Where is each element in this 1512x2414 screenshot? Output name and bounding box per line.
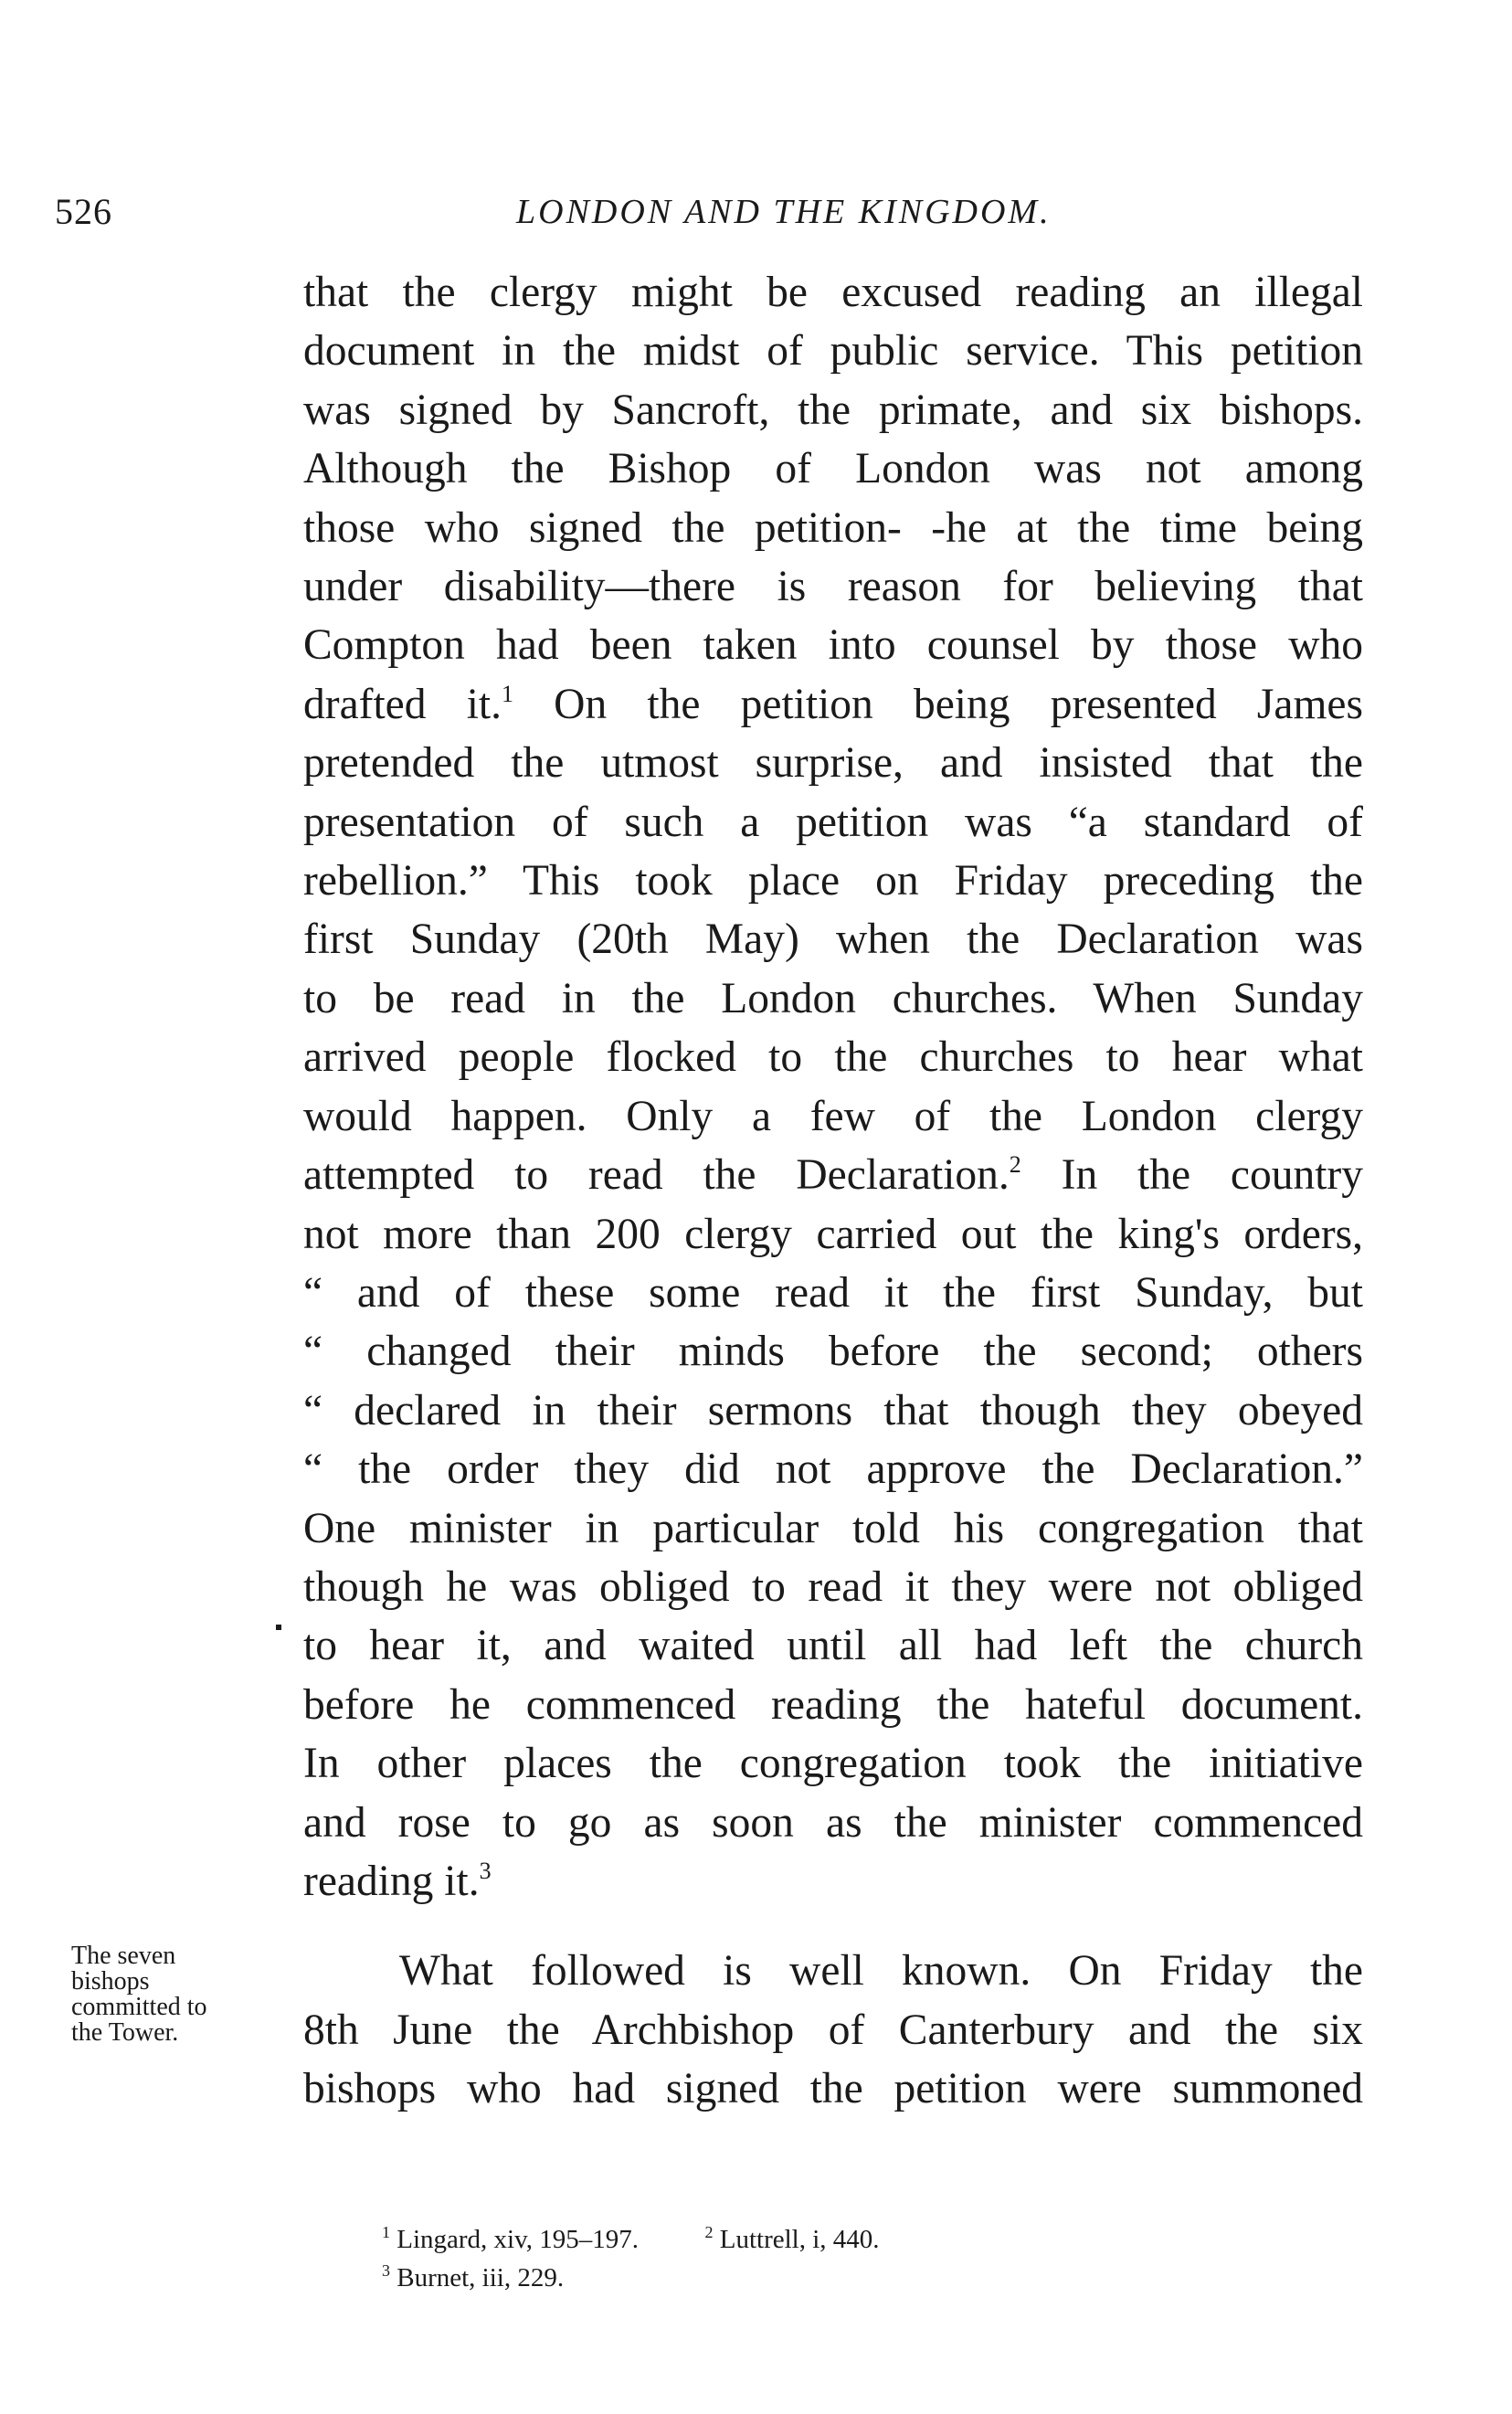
text-line: Although the Bishop of London was not among	[303, 445, 1363, 493]
text-line: rebellion.” This took place on Friday preceding the	[303, 857, 1363, 905]
text-line: “ and of these some read it the first Sunday, but	[303, 1268, 1363, 1317]
text-line: One minister in particular told his congregation that	[303, 1504, 1363, 1552]
footnotes	[382, 2220, 880, 2297]
text-line	[303, 1146, 1363, 1204]
text-line: presentation of such a petition was “a standard of	[303, 798, 1363, 846]
text-line: those who signed the petition- -he at the time being	[303, 503, 1363, 552]
footnote-text: Burnet, iii, 229.	[397, 2263, 565, 2292]
side-note-line: the Tower.	[71, 2018, 179, 2047]
text-line: and rose to go as soon as the minister commenced	[303, 1798, 1363, 1847]
footnote-mark: 2	[704, 2223, 714, 2241]
footnote-text: Luttrell, i, 440.	[719, 2225, 880, 2254]
footnote-row	[382, 2220, 880, 2259]
text-line: “ declared in their sermons that though they obeyed	[303, 1386, 1363, 1435]
side-note-line: bishops	[71, 1967, 150, 1996]
main-text	[303, 263, 1363, 2119]
running-title: LONDON AND THE KINGDOM.	[516, 193, 1052, 231]
text-line: first Sunday (20th May) when the Declaration was	[303, 916, 1363, 964]
text-line: was signed by Sancroft, the primate, and six bishops.	[303, 386, 1363, 434]
text-fragment: reading it.	[303, 1857, 480, 1905]
footnote-row	[382, 2259, 880, 2297]
text-line	[303, 675, 1363, 734]
text-line: Compton had been taken into counsel by those who	[303, 621, 1363, 670]
footnote-text: Lingard, xiv, 195–197.	[397, 2225, 639, 2254]
side-note-line: The seven	[71, 1942, 176, 1970]
text-line: before he commenced reading the hateful document.	[303, 1680, 1363, 1729]
text-line: “ the order they did not approve the Declaration.”	[303, 1445, 1363, 1494]
footnote-mark: 3	[382, 2261, 390, 2280]
text-line: that the clergy might be excused reading an illegal	[303, 269, 1363, 316]
footnote-ref: 3	[479, 1857, 492, 1884]
text-line: to be read in the London churches. When Sunday	[303, 974, 1363, 1022]
margin-mark	[276, 1625, 281, 1630]
text-line: In other places the congregation took the initiative	[303, 1740, 1363, 1788]
text-line: though he was obliged to read it they were not obliged	[303, 1562, 1363, 1611]
text-line: pretended the utmost surprise, and insisted that the	[303, 739, 1363, 788]
text-line: not more than 200 clergy carried out the king's orders,	[303, 1210, 1363, 1258]
text-fragment: In the country	[1020, 1151, 1363, 1200]
footnote-ref: 1	[501, 680, 513, 707]
text-line: 8th June the Archbishop of Canterbury and the six	[303, 2006, 1363, 2054]
footnote-mark: 1	[382, 2223, 390, 2241]
paragraph-gap	[303, 1911, 1363, 1942]
text-line: under disability—there is reason for believing that	[303, 563, 1363, 611]
text-line	[303, 1852, 1363, 1911]
text-line: What followed is well known. On Friday the	[399, 1947, 1363, 1996]
text-line: “ changed their minds before the second; others	[303, 1328, 1363, 1376]
page-number: 526	[55, 191, 112, 232]
text-fragment: drafted it.	[303, 680, 502, 728]
text-line: would happen. Only a few of the London clergy	[303, 1092, 1363, 1140]
text-line: arrived people flocked to the churches to hear what	[303, 1033, 1363, 1082]
text-line: to hear it, and waited until all had left the church	[303, 1622, 1363, 1670]
text-line: document in the midst of public service. This petition	[303, 327, 1363, 376]
side-note	[71, 1943, 291, 2046]
text-line: bishops who had signed the petition were summoned	[303, 2065, 1363, 2113]
footnote-ref: 2	[1009, 1151, 1021, 1179]
text-fragment: On the petition being presented James	[513, 680, 1363, 728]
text-fragment: attempted to read the Declaration.	[303, 1151, 1010, 1200]
side-note-line: committed to	[71, 1993, 207, 2021]
